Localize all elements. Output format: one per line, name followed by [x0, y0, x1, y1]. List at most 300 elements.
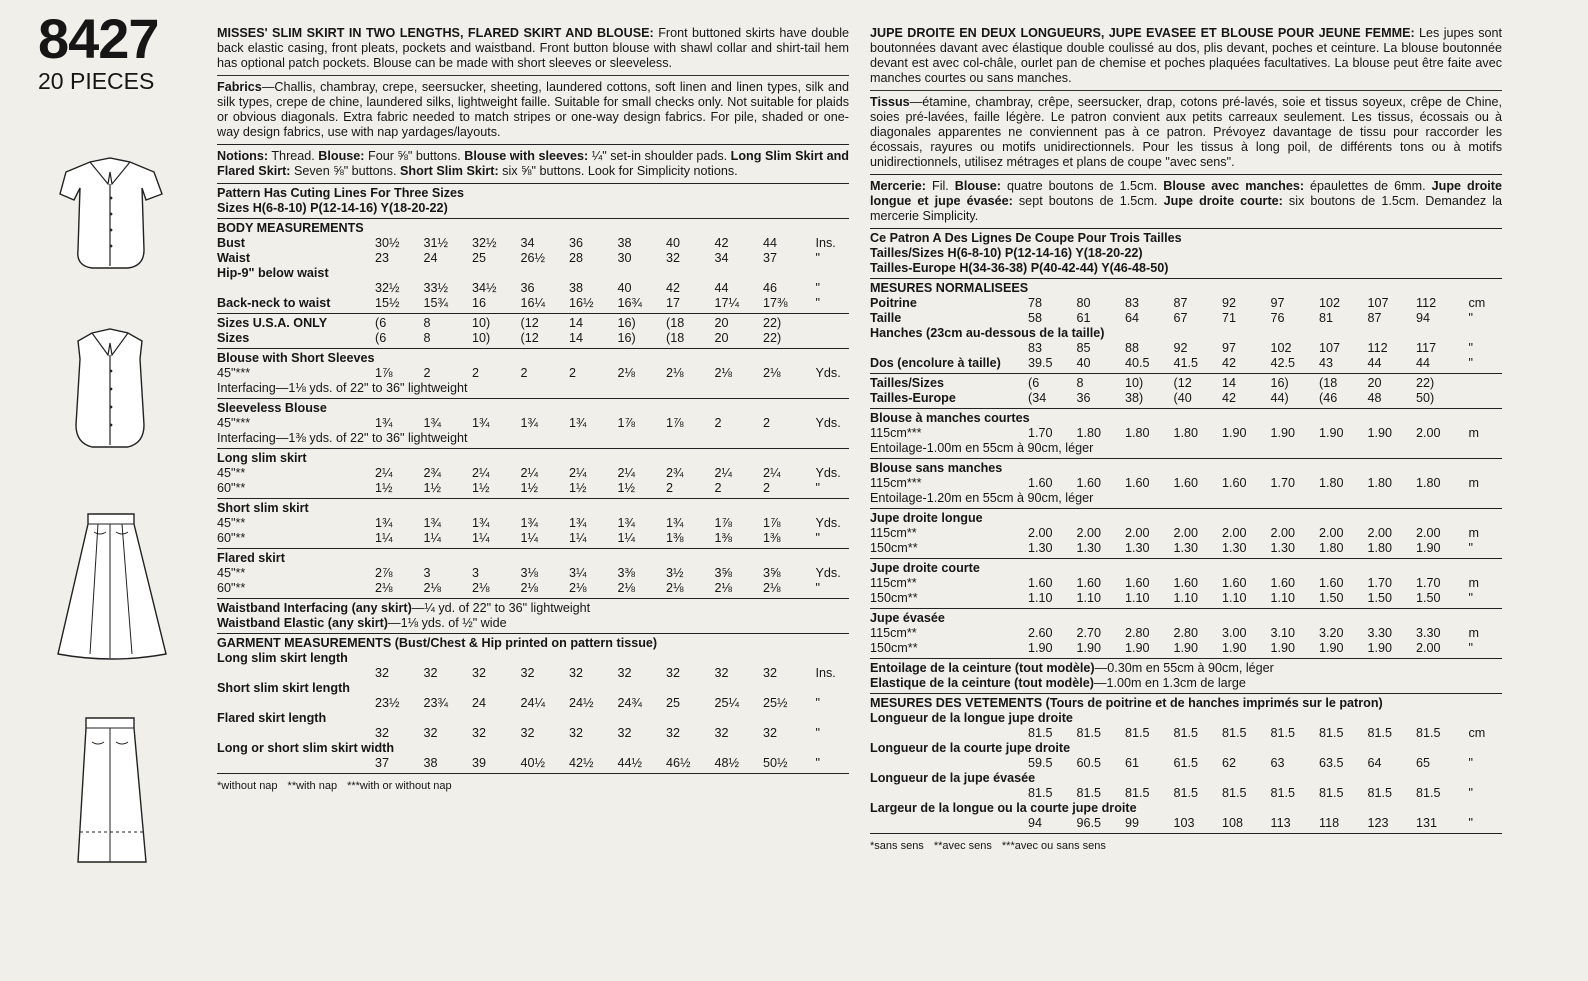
table-cell: 108 — [1222, 816, 1244, 830]
table-cell: 81.5 — [1416, 786, 1441, 800]
en-gm-long-title: Long slim skirt length — [217, 651, 348, 665]
table-cell: 2¼ — [617, 466, 636, 480]
table-cell: 44) — [1270, 391, 1289, 405]
fr-description — [870, 22, 1502, 90]
table-cell: 17 — [666, 296, 681, 310]
unit-label: " — [815, 281, 820, 295]
en-body-title: BODY MEASUREMENTS — [217, 221, 364, 235]
table-cell: (18 — [1319, 376, 1338, 390]
table-cell: 23¾ — [423, 696, 449, 710]
table-cell: 3⅝ — [763, 566, 781, 580]
fr-wb-el-title: Elastique de la ceinture (tout modèle) — [870, 676, 1094, 690]
unit-label: Yds. — [815, 466, 841, 480]
table-cell: 32 — [666, 726, 681, 740]
row-label: 115cm** — [870, 626, 917, 640]
footnote: *without nap — [217, 780, 278, 792]
table-cell: 1.80 — [1319, 476, 1344, 490]
table-cell: 61 — [1125, 756, 1140, 770]
unit-label: " — [815, 756, 820, 770]
table-cell: 1¼ — [569, 531, 587, 545]
table-row — [870, 426, 1502, 441]
table-cell: 38 — [617, 236, 632, 250]
table-cell: 2¼ — [763, 466, 781, 480]
table-row — [870, 476, 1502, 491]
en-notions-text: Long Slim Skirt and Flared Skirt: — [217, 149, 849, 178]
table-row — [870, 376, 1502, 391]
unit-label: " — [1468, 641, 1473, 655]
table-cell: 81.5 — [1319, 726, 1344, 740]
row-label: Waist — [217, 251, 251, 265]
table-cell: 32 — [569, 666, 584, 680]
en-fabrics-title: Fabrics — [217, 80, 262, 94]
table-cell: 1.90 — [1125, 641, 1150, 655]
table-cell: 107 — [1319, 341, 1341, 355]
table-cell: 3 — [423, 566, 431, 580]
table-cell: 61 — [1076, 311, 1091, 325]
table-cell: 85 — [1076, 341, 1091, 355]
unit-label: " — [815, 251, 820, 265]
table-cell: (18 — [666, 316, 685, 330]
table-cell: 102 — [1270, 341, 1292, 355]
unit-label: " — [815, 726, 820, 740]
unit-label: Yds. — [815, 416, 841, 430]
table-cell: 36 — [569, 236, 584, 250]
table-cell: 20 — [714, 316, 729, 330]
table-row — [870, 341, 1502, 356]
table-cell: (46 — [1319, 391, 1338, 405]
table-cell: 1.80 — [1125, 426, 1150, 440]
table-cell: 30½ — [375, 236, 400, 250]
fr-sl-title: Blouse sans manches — [870, 461, 1003, 475]
table-cell: 2⅛ — [763, 366, 781, 380]
table-row — [870, 296, 1502, 311]
table-cell: 1⅞ — [666, 416, 684, 430]
table-cell: (12 — [520, 331, 539, 345]
unit-label: m — [1468, 426, 1479, 440]
fr-notions-text: six boutons de 1.5cm. Demandez la mercerie Simplicity. — [870, 194, 1503, 223]
table-cell: 41.5 — [1173, 356, 1199, 370]
table-row — [870, 526, 1502, 541]
table-cell: 99 — [1125, 816, 1140, 830]
table-cell: 81.5 — [1125, 726, 1150, 740]
table-cell: 1.90 — [1367, 426, 1393, 440]
table-row — [870, 391, 1502, 406]
table-cell: 32 — [472, 666, 487, 680]
en-notions-text: Four ⅝" buttons. — [364, 149, 465, 163]
table-cell: 1.60 — [1173, 576, 1199, 590]
table-cell: 112 — [1416, 296, 1437, 310]
unit-label: " — [1468, 816, 1473, 830]
table-row — [217, 726, 849, 741]
en-garment-measurements — [217, 634, 849, 773]
table-cell: 1.50 — [1367, 591, 1393, 605]
table-cell: 1.90 — [1270, 641, 1296, 655]
table-cell: 32 — [617, 666, 632, 680]
fr-intro-title: JUPE DROITE EN DEUX LONGUEURS, JUPE EVASEE ET BLOUSE POUR JEUNE FEMME: — [870, 26, 1415, 40]
table-cell: 81 — [1319, 311, 1334, 325]
en-notions-text: Seven ⅝" buttons. — [290, 164, 400, 178]
table-cell: 81.5 — [1270, 786, 1296, 800]
table-cell: 1½ — [569, 481, 587, 495]
english-column — [217, 22, 849, 793]
fr-bss-title: Blouse à manches courtes — [870, 411, 1030, 425]
table-cell: 33½ — [423, 281, 449, 295]
table-row — [870, 756, 1502, 771]
row-label: 115cm*** — [870, 426, 922, 440]
table-cell: 107 — [1367, 296, 1389, 310]
table-cell: 131 — [1416, 816, 1438, 830]
table-cell: 32 — [714, 666, 729, 680]
table-cell: 16¼ — [520, 296, 546, 310]
fr-gm-title: MESURES DES VETEMENTS (Tours de poitrine et de hanches imprimés sur le patron) — [870, 696, 1383, 710]
table-cell: 32½ — [375, 281, 400, 295]
table-cell: 32 — [763, 726, 778, 740]
table-cell: 42 — [1222, 391, 1237, 405]
row-label: 60"** — [217, 581, 246, 595]
fr-notions-text: Jupe droite longue et jupe évasée: — [870, 179, 1502, 208]
table-cell: 2 — [569, 366, 577, 380]
table-cell: 3⅜ — [617, 566, 636, 580]
table-cell: 2⅛ — [617, 581, 636, 595]
table-cell: 14 — [1222, 376, 1237, 390]
table-cell: 117 — [1416, 341, 1437, 355]
table-cell: 48½ — [714, 756, 740, 770]
en-notions-text: Short Slim Skirt: — [399, 164, 499, 178]
table-cell: 14 — [569, 331, 584, 345]
table-cell: 20 — [1367, 376, 1382, 390]
fr-yardage-blouse-short — [870, 409, 1502, 458]
table-cell: 39 — [472, 756, 487, 770]
en-gm-short-title: Short slim skirt length — [217, 681, 350, 695]
table-cell: 81.5 — [1076, 786, 1102, 800]
row-label: Sizes — [217, 331, 250, 345]
en-cutting-line-2: Sizes H(6-8-10) P(12-14-16) Y(18-20-22) — [217, 201, 448, 215]
table-cell: 2.60 — [1028, 626, 1053, 640]
table-cell: 34 — [520, 236, 535, 250]
table-cell: 32 — [375, 666, 390, 680]
table-cell: 81.5 — [1028, 786, 1053, 800]
table-cell: 81.5 — [1319, 786, 1344, 800]
fr-garment-measurements — [870, 694, 1502, 833]
table-cell: 25¼ — [714, 696, 740, 710]
table-cell: 1¾ — [472, 516, 490, 530]
table-row — [217, 756, 849, 771]
table-cell: 61.5 — [1173, 756, 1199, 770]
table-cell: 23½ — [375, 696, 400, 710]
table-cell: 44 — [763, 236, 778, 250]
table-cell: 2.70 — [1076, 626, 1102, 640]
en-hip-label: Hip-9" below waist — [217, 266, 329, 280]
table-cell: 2⅛ — [714, 581, 733, 595]
unit-label: cm — [1468, 726, 1486, 740]
table-cell: 96.5 — [1076, 816, 1102, 830]
table-cell: 2.00 — [1270, 526, 1296, 540]
fr-fabrics-text: —étamine, chambray, crêpe, seersucker, drap, cotons pré-lavés, soie et tissus soyeux, crêpe de Chine, soies pré-lavées, faille légère. Le patron convient aux petits carreaux seulement. Les tissus, écossais ou à diagonales apparentes ne conviennent pas à ce patron. Prévoyez davantage de tissu pour raccorder les écossais, rayures ou motifs unidirectionnels. Pour les tissus à long poil, de différents tons ou à motifs unidirectionnels, utilisez métrages et plans de coupe "avec sens". — [870, 95, 1502, 169]
table-cell: 1¾ — [569, 416, 587, 430]
table-cell: 92 — [1222, 296, 1237, 310]
table-cell: 15¾ — [423, 296, 449, 310]
en-yardage-short-slim — [217, 499, 849, 548]
table-cell: 42 — [1222, 356, 1237, 370]
en-cutting-line-1: Pattern Has Cuting Lines For Three Sizes — [217, 186, 465, 200]
table-cell: 1.80 — [1367, 541, 1393, 555]
fr-fl-title: Jupe évasée — [870, 611, 945, 625]
table-cell: 3¼ — [569, 566, 587, 580]
fr-cutting-line-2: Tailles/Sizes H(6-8-10) P(12-14-16) Y(18-20-22) — [870, 246, 1143, 260]
table-cell: 25 — [472, 251, 487, 265]
table-cell: 37 — [375, 756, 390, 770]
table-cell: 2 — [423, 366, 431, 380]
table-cell: 1.50 — [1319, 591, 1344, 605]
table-cell: 64 — [1367, 756, 1382, 770]
table-cell: 58 — [1028, 311, 1043, 325]
table-row — [217, 466, 849, 481]
table-cell: 2 — [714, 416, 722, 430]
table-cell: 46 — [763, 281, 778, 295]
table-cell: 25 — [666, 696, 681, 710]
table-cell: 3½ — [666, 566, 684, 580]
table-cell: 1⅜ — [714, 531, 733, 545]
row-label: 45"*** — [217, 416, 251, 430]
table-cell: 1.60 — [1222, 476, 1247, 490]
table-cell: 2⅞ — [375, 566, 393, 580]
table-cell: 1¾ — [520, 516, 539, 530]
table-cell: 2⅛ — [666, 366, 684, 380]
table-cell: (40 — [1173, 391, 1192, 405]
table-cell: 1.70 — [1270, 476, 1296, 490]
table-cell: 1.10 — [1270, 591, 1296, 605]
table-cell: 92 — [1173, 341, 1188, 355]
table-cell: 2.80 — [1125, 626, 1150, 640]
unit-label: " — [1468, 541, 1473, 555]
unit-label: m — [1468, 626, 1479, 640]
table-cell: (12 — [1173, 376, 1192, 390]
fr-yardage-long-slim — [870, 509, 1502, 558]
fr-notions-title: Mercerie: — [870, 179, 927, 193]
table-cell: 113 — [1270, 816, 1291, 830]
unit-label: " — [815, 531, 820, 545]
table-cell: 1.30 — [1173, 541, 1199, 555]
table-cell: 42.5 — [1270, 356, 1296, 370]
fr-ss-title: Jupe droite courte — [870, 561, 980, 575]
fr-body-measurements — [870, 279, 1502, 373]
unit-label: Yds. — [815, 516, 841, 530]
table-cell: 1¼ — [520, 531, 539, 545]
unit-label: " — [1468, 591, 1473, 605]
table-cell: 1.30 — [1270, 541, 1296, 555]
table-cell: 78 — [1028, 296, 1043, 310]
fr-ls-title: Jupe droite longue — [870, 511, 983, 525]
table-cell: 20 — [714, 331, 729, 345]
unit-label: " — [815, 481, 820, 495]
table-cell: 1.80 — [1076, 426, 1102, 440]
table-cell: 1.60 — [1076, 476, 1102, 490]
table-cell: 1.10 — [1125, 591, 1150, 605]
table-cell: 2.00 — [1076, 526, 1102, 540]
fr-gm-width-title: Largeur de la longue ou la courte jupe droite — [870, 801, 1137, 815]
fr-intro-text: Les jupes sont boutonnées davant avec élastique double coulissé au dos, plis devant, poches et ceinture. La blouse boutonnée devant est avec col-châle, ourlet pan de chemise et poches plaquées facultatives. La blouse peut être faite avec manches courtes ou sans manches. — [870, 26, 1503, 85]
table-cell: (6 — [375, 331, 387, 345]
fr-sizes — [870, 374, 1502, 408]
table-cell: 32 — [472, 726, 487, 740]
en-footnotes — [217, 774, 849, 793]
table-cell: 2.80 — [1173, 626, 1199, 640]
en-waistband — [217, 599, 849, 633]
table-row — [217, 316, 849, 331]
table-cell: 2.00 — [1028, 526, 1053, 540]
table-cell: 32 — [569, 726, 584, 740]
table-cell: 1¼ — [472, 531, 490, 545]
table-cell: 1.10 — [1222, 591, 1247, 605]
unit-label: " — [1468, 756, 1473, 770]
table-cell: 42½ — [569, 756, 594, 770]
table-cell: 32 — [423, 726, 438, 740]
table-cell: 2 — [763, 481, 771, 495]
table-cell: 34½ — [472, 281, 497, 295]
fr-footnotes — [870, 834, 1502, 853]
table-cell: 1¾ — [375, 516, 393, 530]
table-cell: 2⅛ — [714, 366, 733, 380]
fr-yardage-flared — [870, 609, 1502, 658]
table-cell: 24 — [472, 696, 487, 710]
table-cell: 123 — [1367, 816, 1389, 830]
en-wb-int-title: Waistband Interfacing (any skirt) — [217, 601, 412, 615]
table-cell: 2¾ — [423, 466, 442, 480]
en-fabrics — [217, 76, 849, 144]
table-row — [217, 666, 849, 681]
table-cell: 44½ — [617, 756, 643, 770]
table-cell: 40½ — [520, 756, 546, 770]
table-cell: 87 — [1367, 311, 1382, 325]
table-cell: 38 — [569, 281, 584, 295]
table-cell: 2.00 — [1416, 641, 1441, 655]
table-cell: 1¾ — [520, 416, 539, 430]
table-cell: 2¼ — [472, 466, 490, 480]
fr-fabrics — [870, 91, 1502, 174]
slim-skirt-icon — [50, 712, 170, 868]
fr-yardage-short-slim — [870, 559, 1502, 608]
table-cell: 32 — [520, 726, 535, 740]
table-row — [217, 481, 849, 496]
table-cell: 1.30 — [1076, 541, 1102, 555]
table-cell: 1.10 — [1076, 591, 1102, 605]
table-cell: 46½ — [666, 756, 691, 770]
fr-sl-interfacing: Entoilage-1.20m en 55cm à 90cm, léger — [870, 491, 1094, 505]
table-row — [217, 331, 849, 346]
en-gm-width-title: Long or short slim skirt width — [217, 741, 395, 755]
table-cell: 1.60 — [1319, 576, 1344, 590]
table-row — [870, 726, 1502, 741]
table-cell: 1.80 — [1319, 541, 1344, 555]
table-cell: 40.5 — [1125, 356, 1150, 370]
table-cell: 1.60 — [1125, 476, 1150, 490]
table-cell: 14 — [569, 316, 584, 330]
row-label: 150cm** — [870, 641, 918, 655]
table-row — [870, 626, 1502, 641]
fr-hip-label: Hanches (23cm au-dessous de la taille) — [870, 326, 1105, 340]
table-cell: (12 — [520, 316, 539, 330]
table-cell: 63.5 — [1319, 756, 1344, 770]
table-cell: 81.5 — [1028, 726, 1053, 740]
table-cell: 87 — [1173, 296, 1188, 310]
table-cell: 1⅜ — [666, 531, 684, 545]
table-cell: 2.00 — [1173, 526, 1199, 540]
table-cell: 3⅝ — [714, 566, 733, 580]
table-cell: 67 — [1173, 311, 1188, 325]
table-cell: 32 — [617, 726, 632, 740]
table-cell: 2⅛ — [472, 581, 490, 595]
fr-notions-text: Blouse avec manches: — [1163, 179, 1305, 193]
en-bss-interfacing: Interfacing—1⅛ yds. of 22" to 36" lightweight — [217, 381, 468, 395]
footnote: ***with or without nap — [347, 780, 452, 792]
en-yardage-sleeveless — [217, 399, 849, 448]
table-cell: 81.5 — [1222, 726, 1247, 740]
table-cell: 37 — [763, 251, 778, 265]
fr-notions-text: sept boutons de 1.5cm. — [1012, 194, 1164, 208]
table-cell: 40 — [617, 281, 632, 295]
en-yardage-flared — [217, 549, 849, 598]
fr-body-title: MESURES NORMALISEES — [870, 281, 1029, 295]
table-cell: 1.70 — [1028, 426, 1053, 440]
table-cell: 2.00 — [1416, 526, 1441, 540]
table-cell: 17⅜ — [763, 296, 788, 310]
table-cell: 42 — [666, 281, 681, 295]
en-fabrics-text: —Challis, chambray, crepe, seersucker, sheeting, laundered cottons, soft linen and linen types, silk and silk types, crepe de chine, laundered silks, lightweight faille. Suitable for small checks only. Not suitable for plaids or obvious diagonals. Extra fabric needed to match stripes or one-way design fabrics. For pile, shaded or one-way design fabrics, use with nap yardages/layouts. — [217, 80, 849, 139]
en-yardage-long-slim — [217, 449, 849, 498]
table-cell: 38 — [423, 756, 438, 770]
table-cell: 2⅛ — [569, 581, 587, 595]
table-cell: (6 — [1028, 376, 1040, 390]
en-wb-el-text: —1⅛ yds. of ½" wide — [388, 616, 507, 630]
table-cell: 16 — [472, 296, 487, 310]
en-wb-int-text: —¼ yd. of 22" to 36" lightweight — [411, 601, 591, 615]
table-row — [870, 576, 1502, 591]
table-cell: (18 — [666, 331, 685, 345]
table-cell: 1¾ — [569, 516, 587, 530]
table-cell: 2.00 — [1367, 526, 1393, 540]
table-row — [217, 416, 849, 431]
en-notions-text: ¼" set-in shoulder pads. — [588, 149, 731, 163]
unit-label: Yds. — [815, 566, 841, 580]
fr-notions-text: Jupe droite courte: — [1163, 194, 1283, 208]
table-cell: 1½ — [423, 481, 442, 495]
table-cell: 1¾ — [423, 416, 442, 430]
table-cell: 60.5 — [1076, 756, 1102, 770]
table-cell: 81.5 — [1416, 726, 1441, 740]
table-cell: 59.5 — [1028, 756, 1053, 770]
table-row — [870, 541, 1502, 556]
table-cell: 88 — [1125, 341, 1140, 355]
table-cell: 2¼ — [569, 466, 587, 480]
table-cell: 1¾ — [375, 416, 393, 430]
table-cell: 32 — [714, 726, 729, 740]
table-cell: 1.90 — [1222, 641, 1247, 655]
table-cell: 1.90 — [1367, 641, 1393, 655]
table-cell: 1¼ — [617, 531, 636, 545]
table-cell: 1⅜ — [763, 531, 781, 545]
table-cell: 36 — [1076, 391, 1091, 405]
table-cell: 81.5 — [1270, 726, 1296, 740]
row-label: Taille — [870, 311, 902, 325]
table-cell: 44 — [1416, 356, 1431, 370]
table-row — [870, 311, 1502, 326]
table-cell: 32 — [763, 666, 778, 680]
table-cell: 1.60 — [1125, 576, 1150, 590]
table-cell: 2⅛ — [617, 366, 636, 380]
en-gm-title: GARMENT MEASUREMENTS (Bust/Chest & Hip printed on pattern tissue) — [217, 636, 658, 650]
table-cell: 32 — [666, 666, 681, 680]
en-bss-title: Blouse with Short Sleeves — [217, 351, 375, 365]
